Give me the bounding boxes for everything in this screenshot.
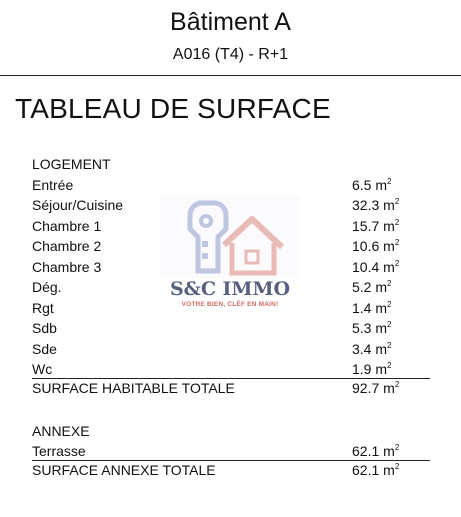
room-area: 15.7 $m^2$: [352, 218, 400, 234]
annexe-heading: ANNEXE: [32, 423, 90, 439]
habitable-total-row: [32, 378, 430, 399]
room-name: Sde: [32, 341, 57, 357]
room-name: Chambre 1: [32, 218, 102, 234]
room-area: 32.3 $m^2$: [352, 197, 400, 213]
room-name: Séjour/Cuisine: [32, 197, 124, 213]
room-name: Entrée: [32, 177, 74, 193]
room-area: 1.4 $m^2$: [352, 300, 392, 316]
room-area: 10.4 $m^2$: [352, 259, 400, 275]
annexe-total-row: [32, 460, 430, 481]
logement-heading: LOGEMENT: [32, 156, 111, 172]
table-row: [32, 341, 430, 361]
table-title: TABLEAU DE SURFACE: [15, 93, 331, 124]
total-area: 92.7 $m^2$: [352, 380, 400, 396]
watermark-tagline: VOTRE BIEN, CLÉF EN MAIN!: [181, 301, 279, 308]
room-name: Terrasse: [32, 443, 86, 459]
room-area: 10.6 $m^2$: [352, 238, 400, 254]
table-row: [32, 197, 430, 217]
room-area: 5.3 $m^2$: [352, 320, 392, 336]
room-area: 5.2 $m^2$: [352, 279, 392, 295]
room-name: Chambre 2: [32, 238, 102, 254]
room-name: Dég.: [32, 279, 62, 295]
table-row: [32, 238, 430, 258]
room-area: 3.4 $m^2$: [352, 341, 392, 357]
unit-subtitle: A016 (T4) - R+1: [172, 46, 289, 63]
table-row: [32, 320, 430, 340]
room-area: 62.1 $m^2$: [352, 443, 400, 459]
total-area: 62.1 $m^2$: [352, 462, 400, 478]
building-title: Bâtiment A: [170, 8, 291, 36]
table-row: [32, 259, 430, 279]
header-divider: [0, 75, 461, 76]
room-name: Wc: [32, 361, 53, 377]
table-row: [32, 218, 430, 238]
room-name: Sdb: [32, 320, 57, 336]
room-name: Chambre 3: [32, 259, 102, 275]
room-area: 1.9 $m^2$: [352, 361, 392, 377]
room-area: 6.5 $m^2$: [352, 177, 392, 193]
total-label: SURFACE ANNEXE TOTALE: [32, 462, 216, 478]
table-row: [32, 177, 430, 197]
total-label: SURFACE HABITABLE TOTALE: [32, 380, 235, 396]
watermark-brand: S&C IMMO: [169, 278, 291, 300]
table-row: [32, 279, 430, 299]
room-name: Rgt: [32, 300, 54, 316]
table-row: [32, 300, 430, 320]
